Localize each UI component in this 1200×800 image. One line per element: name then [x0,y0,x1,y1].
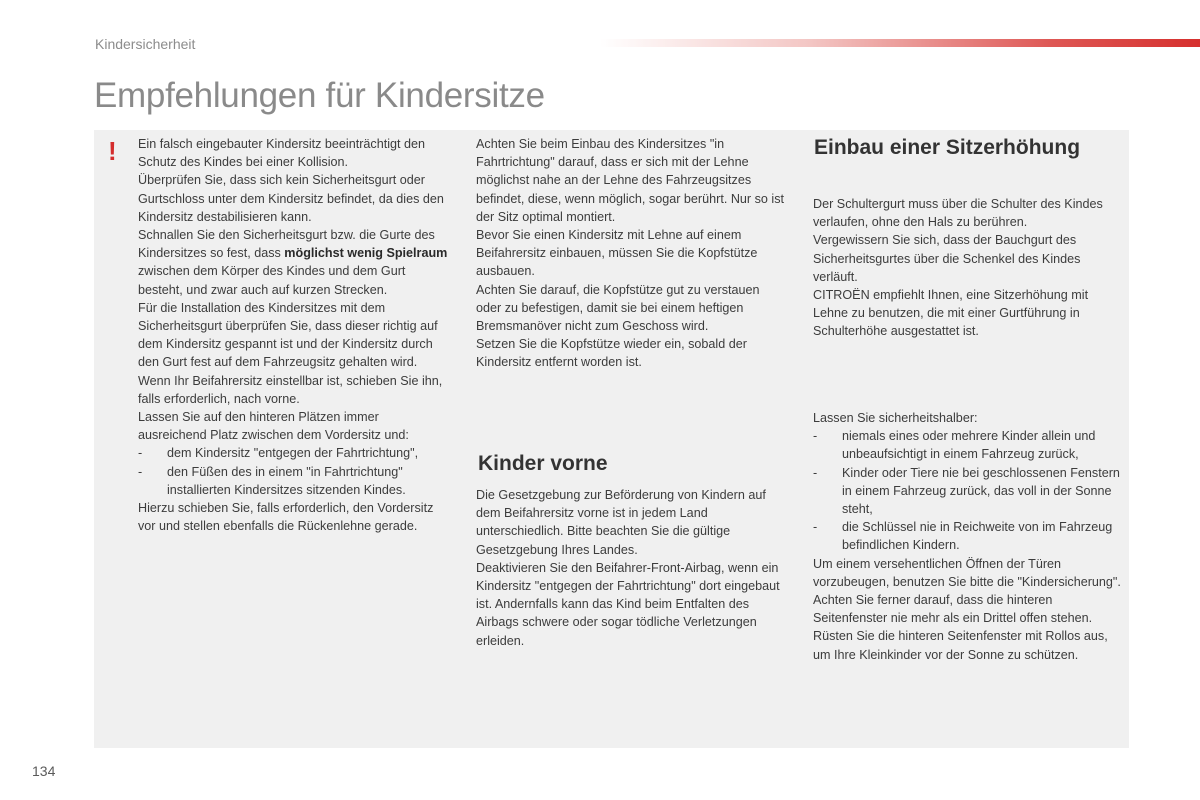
list-marker: - [813,465,818,480]
exclamation-icon: ! [108,136,117,166]
paragraph: Die Gesetzgebung zur Beförderung von Kindern auf dem Beifahrersitz vorne ist in jedem Land unterschiedlich. Bitte beachten Sie die gültige Gesetzgebung Ihres Landes. [476,488,766,557]
column-2-bottom [476,486,786,650]
paragraph: Achten Sie ferner darauf, dass die hinteren Seitenfenster nie mehr als ein Drittel offen stehen. [813,593,1093,626]
header-accent-bar [600,39,1200,47]
list-item-text: dem Kindersitz "entgegen der Fahrtrichtung", [167,446,419,461]
column-1 [138,135,448,535]
heading-kinder-vorne: Kinder vorne [478,452,608,475]
text-run: Schnallen Sie den Sicherheitsgurt bzw. die Gurte des Kindersitzes so fest, dass [138,228,435,261]
paragraph: Lassen Sie sicherheitshalber: [813,411,978,425]
section-label: Kindersicherheit [95,36,196,52]
column-3-bottom [813,409,1128,664]
paragraph [138,226,448,299]
paragraph: Der Schultergurt muss über die Schulter des Kindes verlaufen, ohne den Hals zu berühren. [813,197,1103,230]
paragraph: Deaktivieren Sie den Beifahrer-Front-Airbag, wenn ein Kindersitz "entgegen der Fahrtrichtung" dort eingebaut ist. Andernfalls kann das Kind beim Entfalten des Airbags schwere oder sogar tödliche Verletzungen erleiden. [476,560,780,648]
list-item [138,463,448,499]
paragraph: Um einem versehentlichen Öffnen der Türen vorzubeugen, benutzen Sie bitte die "Kindersicherung". [813,556,1121,589]
paragraph: Überprüfen Sie, dass sich kein Sicherheitsgurt oder Gurtschloss unter dem Kindersitz befindet, da dies den Kindersitz destabilisieren kann. [138,173,444,224]
page-number: 134 [32,763,56,779]
list-item-text: niemals eines oder mehrere Kinder allein und unbeaufsichtigt in einem Fahrzeug zurück, [842,429,1096,462]
paragraph: Vergewissern Sie sich, dass der Bauchgurt des Sicherheitsgurtes über die Schenkel des Kindes verläuft. [813,233,1081,284]
column-2-top [476,135,786,372]
text-run: zwischen dem Körper des Kindes und dem Gurt besteht, und zwar auch auf kurzen Strecken. [138,264,406,297]
paragraph: Lassen Sie auf den hinteren Plätzen immer ausreichend Platz zwischen dem Vordersitz und: [138,410,409,443]
list-item-text: Kinder oder Tiere nie bei geschlossenen Fenstern in einem Fahrzeug zurück, das voll in der Sonne steht, [842,465,1120,517]
heading-sitzerhoehung: Einbau einer Sitzerhöhung [814,136,1081,159]
emphasis-text: möglichst wenig Spielraum [284,246,448,261]
list-marker: - [138,446,143,461]
list-item-text: den Füßen des in einem "in Fahrtrichtung" installierten Kindersitzes sitzenden Kindes. [167,464,406,497]
paragraph: Hierzu schieben Sie, falls erforderlich, den Vordersitz vor und stellen ebenfalls die Rückenlehne gerade. [138,501,434,534]
list-item [813,464,1128,519]
list-item [813,427,1128,463]
paragraph: Achten Sie beim Einbau des Kindersitzes "in Fahrtrichtung" darauf, dass er sich mit der Lehne möglichst nahe an der Lehne des Fahrzeugsitzes befindet, diese, wenn möglich, sogar berührt. Nur so ist der Sitz optimal montiert. [476,137,785,224]
paragraph: CITROËN empfiehlt Ihnen, eine Sitzerhöhung mit Lehne zu benutzen, die mit einer Gurtführung in Schulterhöhe ausgestattet ist. [813,288,1089,339]
paragraph: Setzen Sie die Kopfstütze wieder ein, sobald der Kindersitz entfernt worden ist. [476,337,747,370]
list-marker: - [138,464,143,479]
list-item [138,444,448,462]
list-marker: - [813,429,818,444]
paragraph: Für die Installation des Kindersitzes mit dem Sicherheitsgurt überprüfen Sie, dass dieser richtig auf dem Kindersitz gespannt ist und der Kindersitz durch den Gurt fest auf dem Fahrzeugsitz gehalten wird. Wenn Ihr Beifahrersitz einstellbar ist, schieben Sie ihn, falls erforderlich, nach vorne. [138,300,443,406]
list-item-text: die Schlüssel nie in Reichweite von im Fahrzeug befindlichen Kindern. [842,520,1113,553]
paragraph: Ein falsch eingebauter Kindersitz beeinträchtigt den Schutz des Kindes bei einer Kollision. [138,137,426,170]
paragraph: Achten Sie darauf, die Kopfstütze gut zu verstauen oder zu befestigen, damit sie bei einem heftigen Bremsmanöver nicht zum Geschoss wird. [476,282,760,334]
paragraph: Rüsten Sie die hinteren Seitenfenster mit Rollos aus, um Ihre Kleinkinder vor der Sonne zu schützen. [813,629,1108,662]
paragraph: Bevor Sie einen Kindersitz mit Lehne auf einem Beifahrersitz einbauen, müssen Sie die Kopfstütze ausbauen. [476,228,758,279]
list-item [813,518,1128,554]
page-title: Empfehlungen für Kindersitze [94,76,545,115]
list-marker: - [813,520,818,535]
column-3-top [813,195,1123,341]
